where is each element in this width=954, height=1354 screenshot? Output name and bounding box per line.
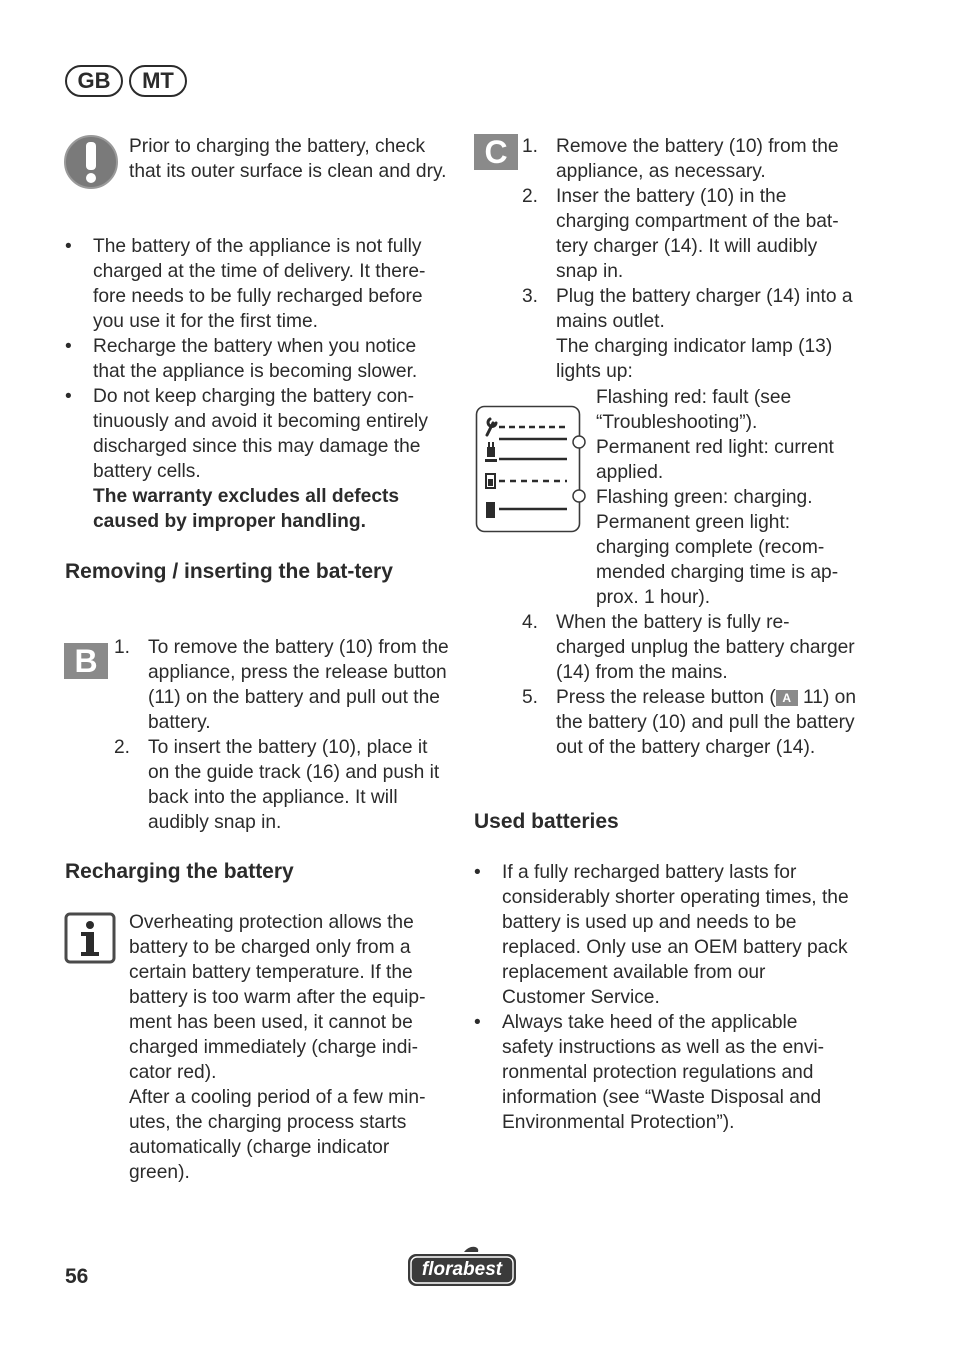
figure-ref-a-badge: A — [776, 690, 798, 706]
heading-removing-inserting: Removing / inserting the bat-tery — [65, 560, 393, 583]
list-item: 3. Plug the battery charger (14) into a mains outlet. — [522, 286, 853, 332]
charging-steps — [522, 134, 857, 384]
list-item: 1. To remove the battery (10) from the appliance, press the release button (11) on the battery and pull out the battery. — [114, 637, 449, 733]
lamp-intro: The charging indicator lamp (13) lights up: — [556, 336, 833, 382]
remove-steps — [114, 635, 450, 835]
info-icon — [64, 912, 116, 964]
list-item: 4. When the battery is fully re-charged unplug the battery charger (14) from the mains. — [522, 612, 855, 683]
warranty-note: The warranty excludes all defects caused by improper handling. — [93, 486, 400, 532]
green-lamp-description — [596, 485, 858, 610]
warning-note: Prior to charging the battery, check that its outer surface is clean and dry. — [129, 136, 447, 182]
figure-ref-b-badge: B — [64, 643, 108, 679]
brand-name: florabest — [421, 1259, 503, 1280]
red-lamp-description — [596, 385, 858, 485]
list-item: • The battery of the appliance is not fully charged at the time of delivery. It there-fore needs to be fully recharged before you use it for the first time. — [65, 236, 426, 332]
red-perm-text: Permanent red light: current applied. — [596, 437, 834, 483]
heading-used-batteries: Used batteries — [474, 810, 619, 833]
list-item: 1. Remove the battery (10) from the appliance, as necessary. — [522, 136, 839, 182]
page-number: 56 — [65, 1265, 89, 1288]
brand-logo — [406, 1244, 518, 1288]
list-item: 2. Inser the battery (10) in the charging compartment of the bat-tery charger (14). It will audibly snap in. — [522, 186, 839, 282]
charger-indicator-diagram — [475, 405, 590, 535]
heading-recharging: Recharging the battery — [65, 860, 294, 883]
list-item: 5. Press the release button ( A 11) on the battery (10) and pull the battery out of the battery charger (14). — [522, 687, 857, 758]
green-perm-text: Permanent green light: charging complete (recom-mended charging time is ap-prox. 1 hour). — [596, 512, 839, 608]
list-item: 2. To insert the battery (10), place it on the guide track (16) and push it back into the appliance. It will audibly snap in. — [114, 737, 440, 833]
list-item: • Recharge the battery when you notice that the appliance is becoming slower. — [65, 336, 418, 382]
warning-icon — [63, 134, 119, 190]
recharge-info-p2: After a cooling period of a few min-utes, the charging process starts automatically (charge indicator green). — [129, 1087, 426, 1183]
red-flash-text: Flashing red: fault (see “Troubleshooting”). — [596, 387, 792, 433]
list-item: • Always take heed of the applicable safety instructions as well as the envi-ronmental protection regulations and information (see “Waste Disposal and Environmental Protection”). — [474, 1012, 825, 1133]
lang-badge-gb: GB — [65, 65, 123, 97]
charging-steps-continued — [522, 610, 857, 760]
list-item: • Do not keep charging the battery con-tinuously and avoid it becoming entirely discharged since this may damage the battery cells. — [65, 386, 428, 482]
used-batteries-list — [474, 860, 849, 1135]
left-bullet-list — [65, 234, 445, 534]
green-flash-text: Flashing green: charging. — [596, 487, 813, 508]
figure-ref-c-badge: C — [474, 134, 518, 170]
list-item: • If a fully recharged battery lasts for considerably shorter operating times, the battery is used up and needs to be replaced. Only use an OEM battery pack replacement available from our Customer Service. — [474, 862, 849, 1008]
recharge-info-p1: Overheating protection allows the battery to be charged only from a certain battery temperature. If the battery is too warm after the equip-ment has been used, it cannot be charged immediately (charge indi-cator red). — [129, 912, 426, 1083]
lang-badge-mt: MT — [129, 65, 187, 97]
recharge-info — [129, 910, 451, 1185]
